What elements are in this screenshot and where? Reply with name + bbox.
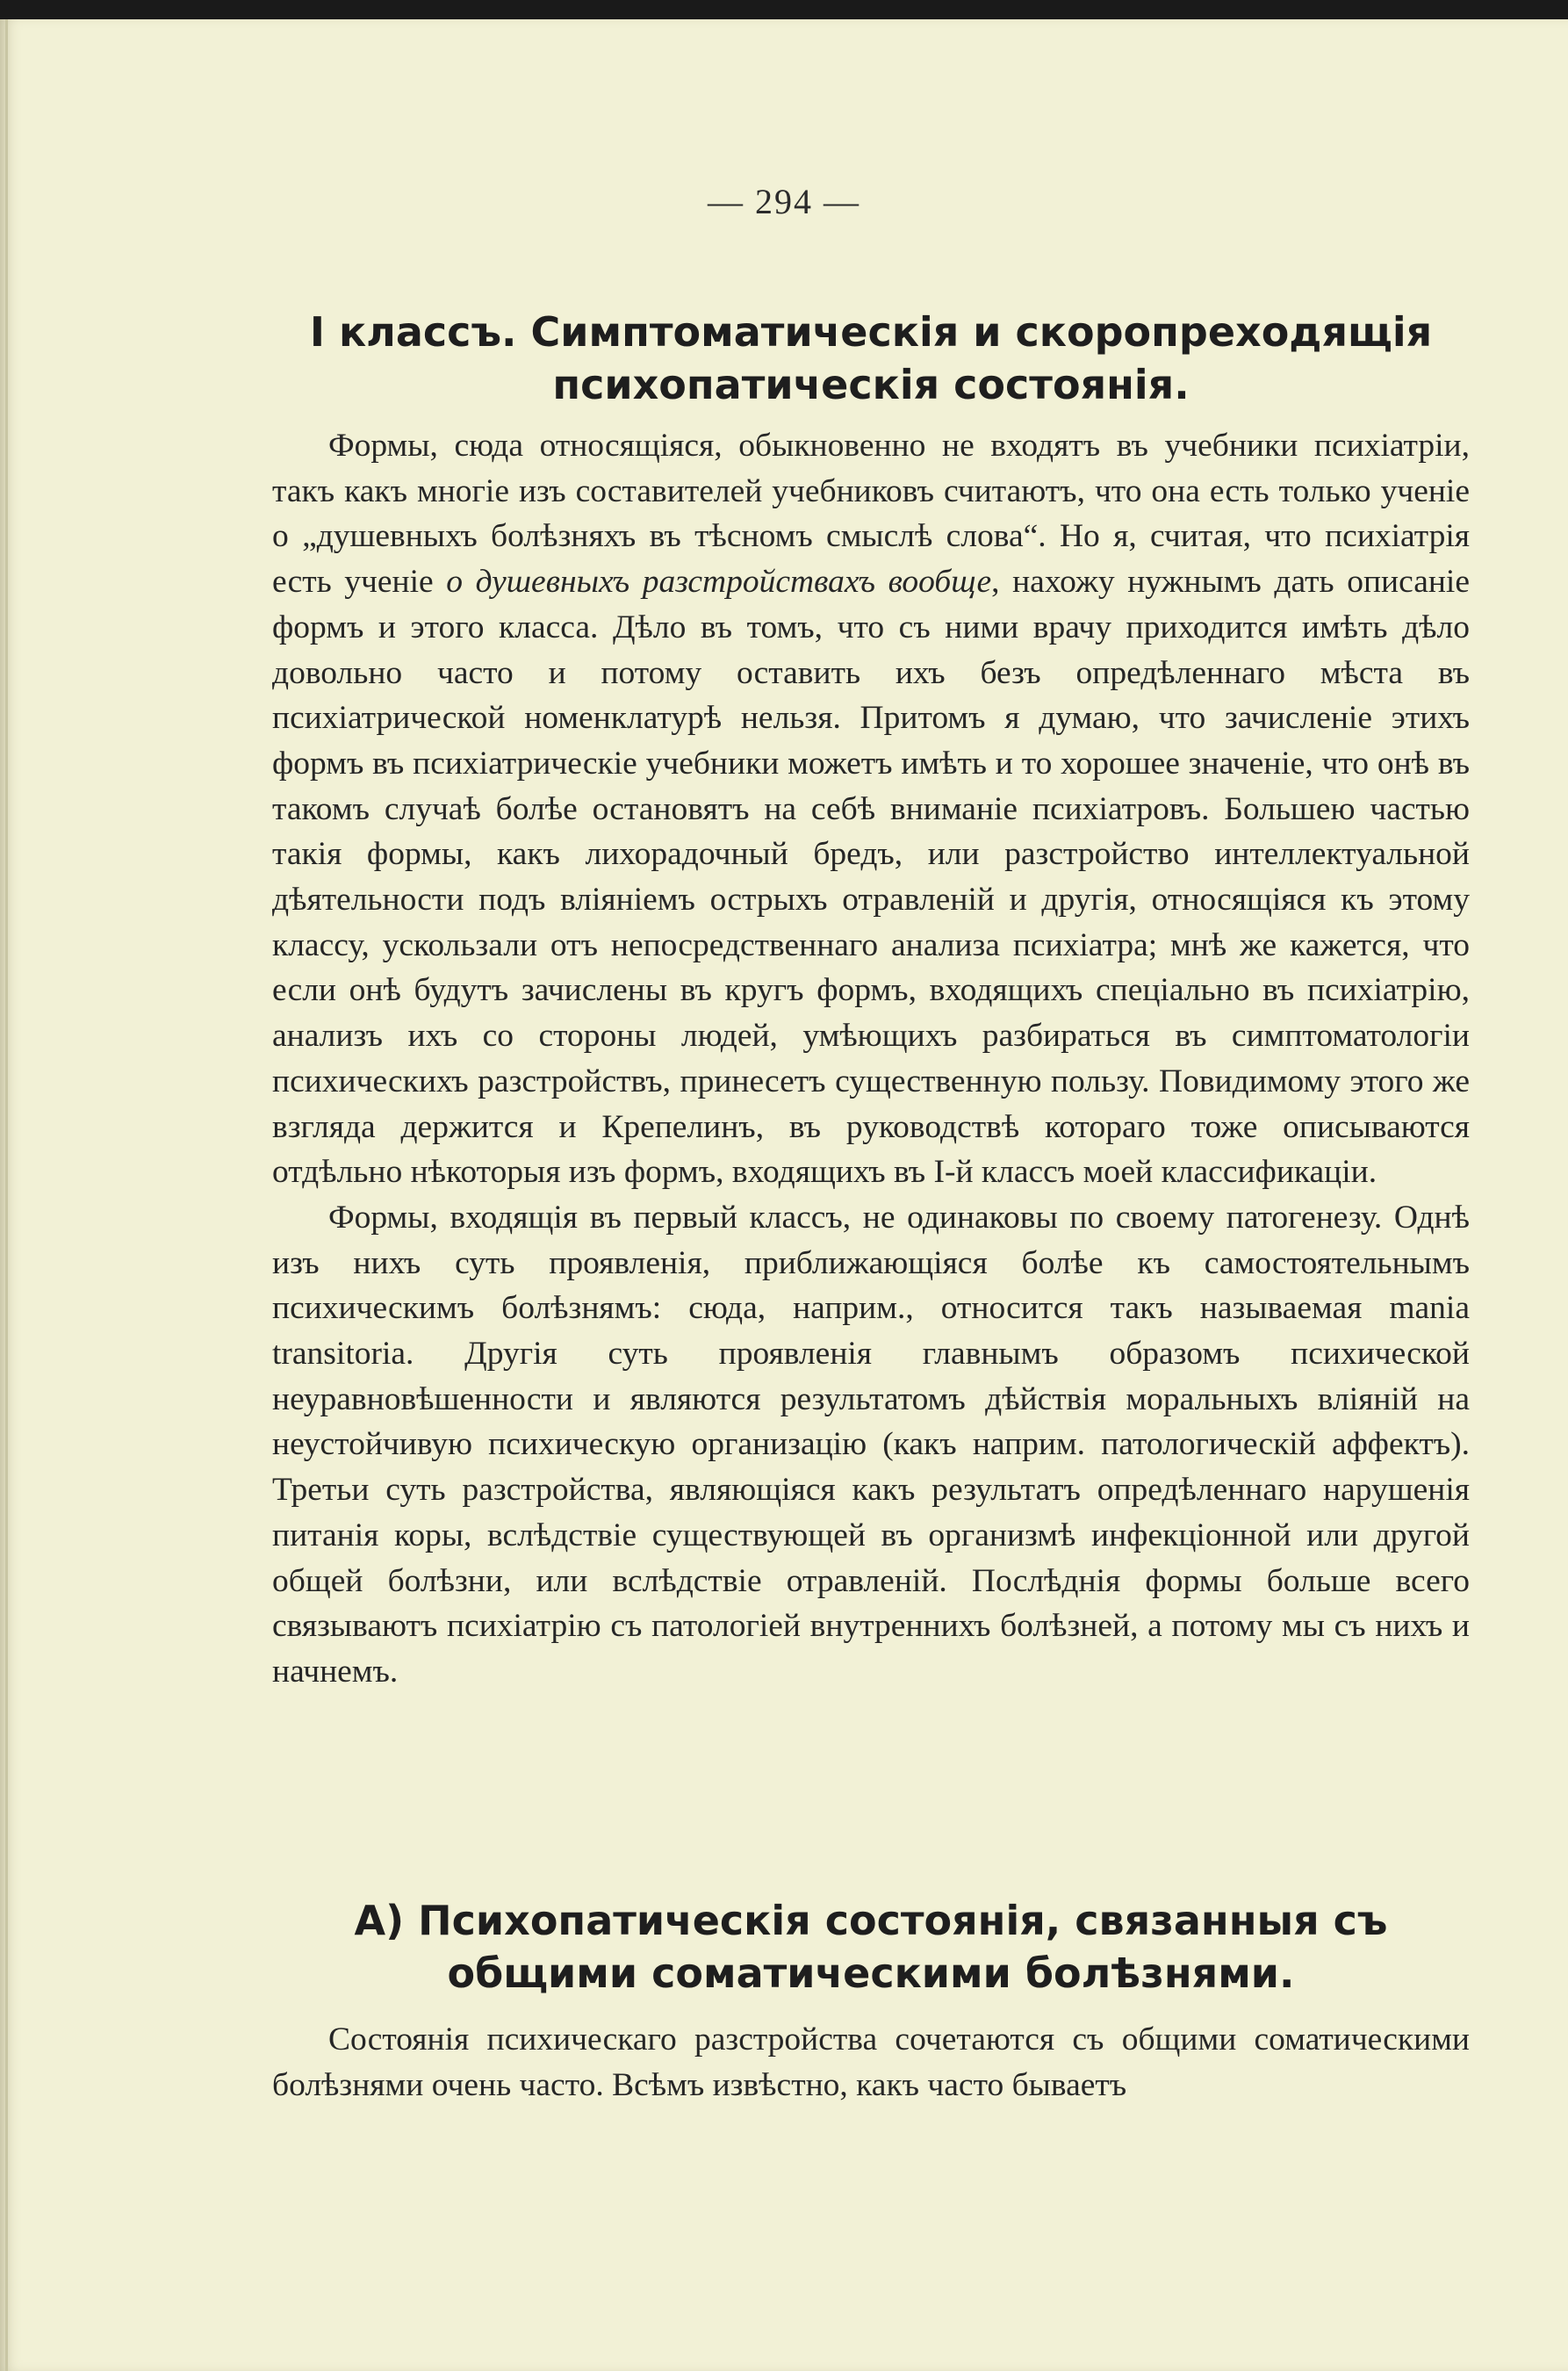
section-2	[272, 1894, 1470, 2108]
paragraph-text: Формы, сюда относящіяся, обыкновенно не входятъ въ учебники психіатріи, такъ какъ многіе изъ составителей учебниковъ считаютъ, что она есть только ученіе о „душевныхъ болѣзняхъ въ тѣсномъ смыслѣ слова“. Но я, считая, что психіатрія есть ученіе	[272, 428, 1470, 601]
section-1-paragraph-2: Формы, входящія въ первый классъ, не одинаковы по своему патогенезу. Однѣ изъ нихъ суть проявленія, приближающіяся болѣе къ самостоятельнымъ психическимъ болѣзнямъ: сюда, наприм., относится такъ называемая mania transitoria. Другія суть проявленія главнымъ образомъ психической неуравновѣшенности и являются результатомъ дѣйствія моральныхъ вліяній на неустойчивую психическую организацію (какъ наприм. патологическій аффектъ). Третьи суть разстройства, являющіяся какъ результатъ опредѣленнаго нарушенія питанія коры, вслѣдствіе существующей въ организмѣ инфекціонной или другой общей болѣзни, или вслѣдствіе отравленій. Послѣднія формы больше всего связываютъ психіатрію съ патологіей внутреннихъ болѣзней, а потому мы съ нихъ и начнемъ.	[272, 1199, 1470, 1690]
paragraph-text: , нахожу нужнымъ дать описаніе формъ и этого класса. Дѣло въ томъ, что съ ними врачу приходится имѣть дѣло довольно часто и потому оставить ихъ безъ опредѣленнаго мѣста въ психіатрической номенклатурѣ нельзя. Притомъ я думаю, что зачисленіе этихъ формъ въ психіатрическіе учебники можетъ имѣть и то хорошее значеніе, что онѣ въ такомъ случаѣ болѣе остановятъ на себѣ вниманіе психіатровъ. Большею частью такія формы, какъ лихорадочный бредъ, или разстройство интеллектуальной дѣятельности подъ вліяніемъ острыхъ отравленій и другія, относящіяся къ этому классу, ускользали отъ непосредственнаго анализа психіатра; мнѣ же кажется, что если онѣ будутъ зачислены въ кругъ формъ, входящихъ спеціально въ психіатрію, анализъ ихъ со стороны людей, умѣющихъ разбираться въ симптоматологіи психическихъ разстройствъ, принесетъ существенную пользу. Повидимому этого же взгляда держится и Крепелинъ, въ руководствѣ котораго тоже описываются отдѣльно нѣкоторыя изъ формъ, входящихъ въ I-й классъ моей классификаціи.	[272, 564, 1470, 1191]
section-2-heading: А) Психопатическія состоянія, связанныя съ общими соматическими болѣзнями.	[354, 1897, 1388, 1997]
page-binding-edge	[5, 19, 8, 2371]
section-1-paragraph-1	[272, 423, 1470, 1195]
page-number: — 294 —	[708, 182, 860, 221]
section-1-heading: I классъ. Симптоматическія и скоропреходящія психопатическія состоянія.	[309, 308, 1433, 408]
emphasized-phrase: о душевныхъ разстройствахъ вообще	[446, 564, 992, 601]
section-1	[272, 306, 1470, 1695]
scan-border	[0, 0, 1568, 19]
section-2-paragraph-1: Состоянія психическаго разстройства сочетаются съ общими соматическими болѣзнями очень часто. Всѣмъ извѣстно, какъ часто бываетъ	[272, 2021, 1470, 2103]
